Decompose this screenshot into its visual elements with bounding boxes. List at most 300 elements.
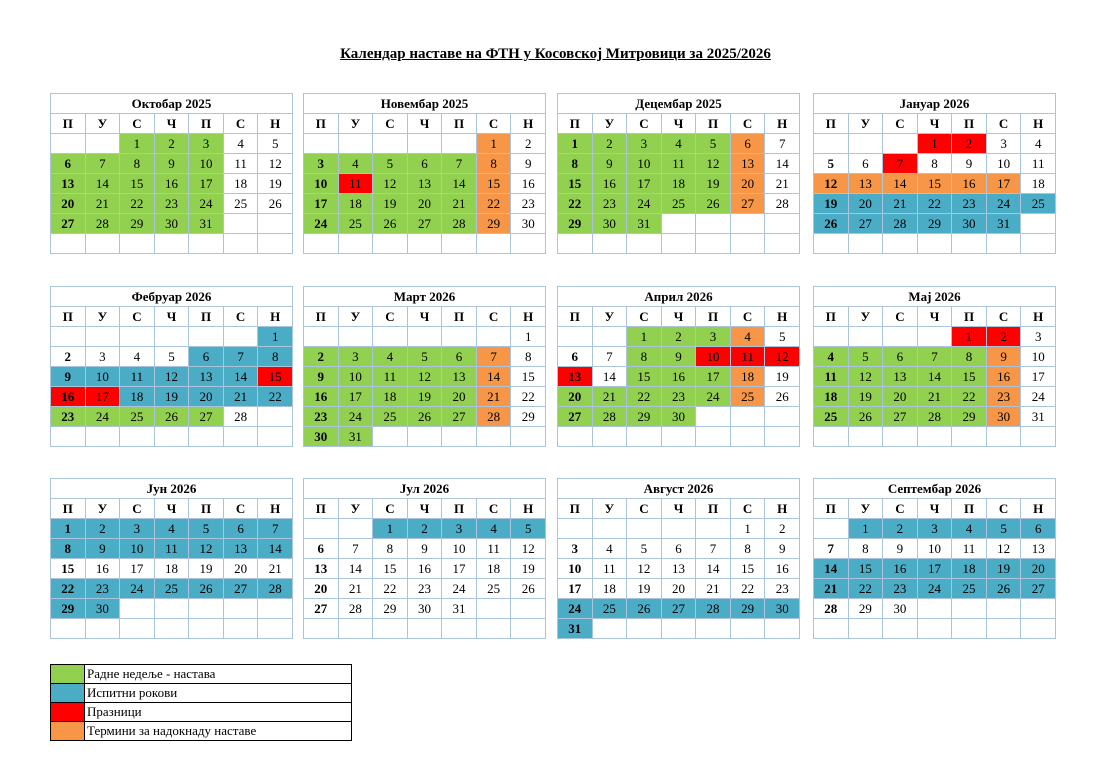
empty-cell bbox=[917, 599, 952, 619]
day-cell: 13 bbox=[558, 367, 593, 387]
day-cell: 22 bbox=[373, 579, 408, 599]
day-header: П bbox=[51, 307, 86, 327]
day-cell: 6 bbox=[730, 134, 765, 154]
day-cell: 31 bbox=[442, 599, 477, 619]
empty-cell bbox=[442, 134, 477, 154]
day-cell: 3 bbox=[627, 134, 662, 154]
day-cell: 1 bbox=[476, 134, 511, 154]
day-cell: 8 bbox=[373, 539, 408, 559]
empty-cell bbox=[407, 427, 442, 447]
day-cell: 7 bbox=[338, 539, 373, 559]
day-cell: 1 bbox=[51, 519, 86, 539]
empty-cell bbox=[154, 427, 189, 447]
day-cell: 27 bbox=[189, 407, 224, 427]
empty-cell bbox=[51, 234, 86, 254]
day-cell: 10 bbox=[558, 559, 593, 579]
day-cell: 5 bbox=[189, 519, 224, 539]
empty-cell bbox=[476, 619, 511, 639]
day-cell: 1 bbox=[258, 327, 293, 347]
day-cell: 11 bbox=[476, 539, 511, 559]
legend-row bbox=[51, 684, 352, 703]
empty-cell bbox=[51, 327, 86, 347]
day-cell: 8 bbox=[120, 154, 155, 174]
day-cell: 18 bbox=[814, 387, 849, 407]
day-cell: 12 bbox=[814, 174, 849, 194]
empty-cell bbox=[223, 427, 258, 447]
day-header: П bbox=[814, 307, 849, 327]
day-cell: 19 bbox=[258, 174, 293, 194]
empty-cell bbox=[373, 234, 408, 254]
day-header: С bbox=[373, 499, 408, 519]
day-cell: 18 bbox=[661, 174, 696, 194]
empty-cell bbox=[814, 234, 849, 254]
day-cell: 4 bbox=[223, 134, 258, 154]
day-cell: 20 bbox=[223, 559, 258, 579]
day-cell: 7 bbox=[258, 519, 293, 539]
day-cell: 11 bbox=[373, 367, 408, 387]
day-cell: 27 bbox=[848, 214, 883, 234]
empty-cell bbox=[696, 519, 731, 539]
empty-cell bbox=[407, 619, 442, 639]
day-header: П bbox=[696, 499, 731, 519]
empty-cell bbox=[848, 427, 883, 447]
day-cell: 9 bbox=[511, 154, 546, 174]
day-cell: 13 bbox=[304, 559, 339, 579]
day-cell: 27 bbox=[661, 599, 696, 619]
day-cell: 26 bbox=[189, 579, 224, 599]
empty-cell bbox=[338, 327, 373, 347]
day-cell: 28 bbox=[592, 407, 627, 427]
day-header: Ч bbox=[154, 499, 189, 519]
day-cell: 29 bbox=[51, 599, 86, 619]
month-name: Март 2026 bbox=[304, 287, 546, 307]
day-header: Н bbox=[258, 307, 293, 327]
empty-cell bbox=[765, 427, 800, 447]
day-cell: 13 bbox=[661, 559, 696, 579]
day-cell: 29 bbox=[730, 599, 765, 619]
day-cell: 18 bbox=[120, 387, 155, 407]
month-calendar bbox=[303, 478, 546, 639]
day-cell: 9 bbox=[407, 539, 442, 559]
day-header: Ч bbox=[661, 307, 696, 327]
day-cell: 20 bbox=[51, 194, 86, 214]
day-cell: 25 bbox=[952, 579, 987, 599]
empty-cell bbox=[917, 619, 952, 639]
day-header: С bbox=[373, 307, 408, 327]
day-cell: 23 bbox=[952, 194, 987, 214]
day-cell: 18 bbox=[730, 367, 765, 387]
empty-cell bbox=[661, 519, 696, 539]
month-name: Мај 2026 bbox=[814, 287, 1056, 307]
day-cell: 18 bbox=[592, 579, 627, 599]
empty-cell bbox=[661, 234, 696, 254]
empty-cell bbox=[304, 519, 339, 539]
day-cell: 6 bbox=[558, 347, 593, 367]
day-header: С bbox=[627, 307, 662, 327]
day-cell: 7 bbox=[883, 154, 918, 174]
day-cell: 9 bbox=[986, 347, 1021, 367]
day-cell: 28 bbox=[765, 194, 800, 214]
day-cell: 6 bbox=[661, 539, 696, 559]
empty-cell bbox=[304, 134, 339, 154]
day-cell: 22 bbox=[258, 387, 293, 407]
empty-cell bbox=[223, 619, 258, 639]
day-cell: 6 bbox=[304, 539, 339, 559]
day-cell: 17 bbox=[696, 367, 731, 387]
day-cell: 25 bbox=[661, 194, 696, 214]
day-header: П bbox=[304, 499, 339, 519]
day-cell: 26 bbox=[627, 599, 662, 619]
day-cell: 24 bbox=[442, 579, 477, 599]
empty-cell bbox=[696, 234, 731, 254]
day-cell: 4 bbox=[338, 154, 373, 174]
month-name: Септембар 2026 bbox=[814, 479, 1056, 499]
day-header: П bbox=[558, 114, 593, 134]
day-header: Н bbox=[765, 499, 800, 519]
day-cell: 19 bbox=[696, 174, 731, 194]
empty-cell bbox=[1021, 234, 1056, 254]
day-cell: 23 bbox=[765, 579, 800, 599]
day-cell: 16 bbox=[952, 174, 987, 194]
day-cell: 24 bbox=[1021, 387, 1056, 407]
legend-swatch bbox=[51, 684, 85, 703]
day-cell: 19 bbox=[986, 559, 1021, 579]
day-cell: 26 bbox=[848, 407, 883, 427]
day-cell: 13 bbox=[848, 174, 883, 194]
day-header: С bbox=[120, 307, 155, 327]
day-cell: 13 bbox=[189, 367, 224, 387]
empty-cell bbox=[154, 619, 189, 639]
empty-cell bbox=[338, 134, 373, 154]
day-cell: 19 bbox=[627, 579, 662, 599]
empty-cell bbox=[883, 427, 918, 447]
day-cell: 24 bbox=[85, 407, 120, 427]
day-cell: 5 bbox=[258, 134, 293, 154]
day-cell: 11 bbox=[730, 347, 765, 367]
day-cell: 22 bbox=[917, 194, 952, 214]
day-header: С bbox=[223, 307, 258, 327]
day-header: У bbox=[85, 307, 120, 327]
day-header: П bbox=[189, 307, 224, 327]
day-cell: 19 bbox=[814, 194, 849, 214]
day-header: Н bbox=[511, 499, 546, 519]
day-cell: 26 bbox=[696, 194, 731, 214]
day-cell: 4 bbox=[373, 347, 408, 367]
day-header: У bbox=[338, 307, 373, 327]
day-cell: 18 bbox=[223, 174, 258, 194]
day-cell: 25 bbox=[154, 579, 189, 599]
legend-label: Празници bbox=[85, 703, 352, 722]
day-cell: 30 bbox=[952, 214, 987, 234]
day-cell: 17 bbox=[442, 559, 477, 579]
day-cell: 20 bbox=[442, 387, 477, 407]
day-cell: 31 bbox=[338, 427, 373, 447]
day-cell: 29 bbox=[627, 407, 662, 427]
day-cell: 25 bbox=[338, 214, 373, 234]
day-cell: 12 bbox=[154, 367, 189, 387]
day-cell: 28 bbox=[883, 214, 918, 234]
day-cell: 3 bbox=[442, 519, 477, 539]
empty-cell bbox=[373, 427, 408, 447]
day-cell: 18 bbox=[952, 559, 987, 579]
day-cell: 24 bbox=[917, 579, 952, 599]
day-cell: 8 bbox=[730, 539, 765, 559]
day-cell: 22 bbox=[511, 387, 546, 407]
month-name: Новембар 2025 bbox=[304, 94, 546, 114]
day-cell: 5 bbox=[814, 154, 849, 174]
day-cell: 18 bbox=[373, 387, 408, 407]
day-cell: 15 bbox=[476, 174, 511, 194]
day-cell: 11 bbox=[952, 539, 987, 559]
day-cell: 5 bbox=[627, 539, 662, 559]
day-cell: 11 bbox=[223, 154, 258, 174]
day-cell: 22 bbox=[51, 579, 86, 599]
day-cell: 31 bbox=[558, 619, 593, 639]
empty-cell bbox=[258, 214, 293, 234]
day-cell: 7 bbox=[476, 347, 511, 367]
day-cell: 30 bbox=[304, 427, 339, 447]
day-cell: 26 bbox=[511, 579, 546, 599]
empty-cell bbox=[986, 234, 1021, 254]
day-cell: 7 bbox=[442, 154, 477, 174]
legend-label: Радне недеље - настава bbox=[85, 665, 352, 684]
day-cell: 8 bbox=[848, 539, 883, 559]
day-header: С bbox=[627, 114, 662, 134]
day-cell: 12 bbox=[765, 347, 800, 367]
day-cell: 24 bbox=[696, 387, 731, 407]
day-header: С bbox=[627, 499, 662, 519]
day-cell: 17 bbox=[917, 559, 952, 579]
month-calendar bbox=[303, 286, 546, 447]
day-cell: 21 bbox=[814, 579, 849, 599]
day-cell: 30 bbox=[85, 599, 120, 619]
day-cell: 22 bbox=[476, 194, 511, 214]
day-cell: 14 bbox=[223, 367, 258, 387]
day-cell: 23 bbox=[304, 407, 339, 427]
empty-cell bbox=[883, 327, 918, 347]
day-header: П bbox=[442, 499, 477, 519]
day-cell: 9 bbox=[154, 154, 189, 174]
day-header: С bbox=[120, 114, 155, 134]
day-cell: 16 bbox=[154, 174, 189, 194]
day-cell: 25 bbox=[373, 407, 408, 427]
day-cell: 18 bbox=[476, 559, 511, 579]
day-cell: 11 bbox=[814, 367, 849, 387]
day-cell: 25 bbox=[120, 407, 155, 427]
day-cell: 21 bbox=[883, 194, 918, 214]
day-cell: 1 bbox=[730, 519, 765, 539]
empty-cell bbox=[592, 427, 627, 447]
day-header: Ч bbox=[407, 499, 442, 519]
day-cell: 24 bbox=[304, 214, 339, 234]
day-cell: 24 bbox=[338, 407, 373, 427]
day-cell: 19 bbox=[407, 387, 442, 407]
day-header: Ч bbox=[407, 114, 442, 134]
month-calendar bbox=[813, 478, 1056, 639]
day-cell: 15 bbox=[917, 174, 952, 194]
month-calendar bbox=[813, 286, 1056, 447]
day-cell: 11 bbox=[154, 539, 189, 559]
day-header: П bbox=[442, 114, 477, 134]
day-cell: 19 bbox=[189, 559, 224, 579]
day-cell: 16 bbox=[511, 174, 546, 194]
day-cell: 21 bbox=[765, 174, 800, 194]
day-header: С bbox=[476, 499, 511, 519]
day-cell: 6 bbox=[1021, 519, 1056, 539]
day-cell: 23 bbox=[511, 194, 546, 214]
day-cell: 23 bbox=[51, 407, 86, 427]
day-cell: 9 bbox=[592, 154, 627, 174]
day-cell: 16 bbox=[592, 174, 627, 194]
day-cell: 1 bbox=[120, 134, 155, 154]
day-header: П bbox=[442, 307, 477, 327]
day-header: П bbox=[189, 499, 224, 519]
day-header: Ч bbox=[917, 114, 952, 134]
day-cell: 15 bbox=[952, 367, 987, 387]
month-calendar bbox=[50, 286, 293, 447]
empty-cell bbox=[442, 327, 477, 347]
day-cell: 1 bbox=[373, 519, 408, 539]
empty-cell bbox=[258, 619, 293, 639]
empty-cell bbox=[154, 327, 189, 347]
day-cell: 10 bbox=[442, 539, 477, 559]
empty-cell bbox=[373, 619, 408, 639]
empty-cell bbox=[476, 327, 511, 347]
day-cell: 28 bbox=[696, 599, 731, 619]
day-cell: 23 bbox=[883, 579, 918, 599]
legend-swatch bbox=[51, 665, 85, 684]
empty-cell bbox=[592, 519, 627, 539]
day-cell: 24 bbox=[120, 579, 155, 599]
day-cell: 11 bbox=[592, 559, 627, 579]
empty-cell bbox=[986, 619, 1021, 639]
day-header: Н bbox=[511, 307, 546, 327]
day-header: С bbox=[730, 307, 765, 327]
day-cell: 22 bbox=[848, 579, 883, 599]
day-cell: 1 bbox=[627, 327, 662, 347]
empty-cell bbox=[730, 619, 765, 639]
empty-cell bbox=[848, 234, 883, 254]
empty-cell bbox=[1021, 619, 1056, 639]
day-cell: 14 bbox=[258, 539, 293, 559]
empty-cell bbox=[373, 327, 408, 347]
day-cell: 20 bbox=[304, 579, 339, 599]
empty-cell bbox=[730, 427, 765, 447]
day-cell: 14 bbox=[476, 367, 511, 387]
day-cell: 23 bbox=[154, 194, 189, 214]
day-cell: 5 bbox=[511, 519, 546, 539]
day-cell: 20 bbox=[189, 387, 224, 407]
day-cell: 13 bbox=[442, 367, 477, 387]
empty-cell bbox=[765, 619, 800, 639]
empty-cell bbox=[476, 427, 511, 447]
day-cell: 26 bbox=[765, 387, 800, 407]
day-header: С bbox=[223, 499, 258, 519]
day-cell: 29 bbox=[511, 407, 546, 427]
day-header: Ч bbox=[154, 307, 189, 327]
empty-cell bbox=[1021, 214, 1056, 234]
day-header: П bbox=[814, 114, 849, 134]
empty-cell bbox=[558, 519, 593, 539]
day-header: П bbox=[304, 307, 339, 327]
empty-cell bbox=[304, 619, 339, 639]
day-cell: 26 bbox=[407, 407, 442, 427]
day-header: П bbox=[51, 114, 86, 134]
day-cell: 17 bbox=[1021, 367, 1056, 387]
empty-cell bbox=[51, 619, 86, 639]
empty-cell bbox=[848, 134, 883, 154]
day-cell: 13 bbox=[51, 174, 86, 194]
empty-cell bbox=[258, 599, 293, 619]
day-cell: 17 bbox=[85, 387, 120, 407]
day-cell: 31 bbox=[986, 214, 1021, 234]
day-cell: 2 bbox=[592, 134, 627, 154]
day-cell: 12 bbox=[258, 154, 293, 174]
day-cell: 24 bbox=[558, 599, 593, 619]
day-cell: 30 bbox=[154, 214, 189, 234]
empty-cell bbox=[338, 619, 373, 639]
day-cell: 9 bbox=[765, 539, 800, 559]
day-cell: 17 bbox=[304, 194, 339, 214]
day-cell: 16 bbox=[883, 559, 918, 579]
day-cell: 3 bbox=[696, 327, 731, 347]
day-cell: 5 bbox=[848, 347, 883, 367]
day-cell: 17 bbox=[120, 559, 155, 579]
day-cell: 30 bbox=[511, 214, 546, 234]
day-cell: 2 bbox=[407, 519, 442, 539]
empty-cell bbox=[627, 519, 662, 539]
day-cell: 12 bbox=[848, 367, 883, 387]
empty-cell bbox=[661, 427, 696, 447]
day-cell: 5 bbox=[407, 347, 442, 367]
empty-cell bbox=[558, 427, 593, 447]
day-header: С bbox=[986, 307, 1021, 327]
day-cell: 12 bbox=[627, 559, 662, 579]
day-cell: 13 bbox=[730, 154, 765, 174]
day-cell: 19 bbox=[154, 387, 189, 407]
day-cell: 3 bbox=[558, 539, 593, 559]
day-cell: 10 bbox=[85, 367, 120, 387]
month-calendar bbox=[557, 478, 800, 639]
day-cell: 1 bbox=[917, 134, 952, 154]
day-cell: 13 bbox=[223, 539, 258, 559]
empty-cell bbox=[373, 134, 408, 154]
day-cell: 5 bbox=[696, 134, 731, 154]
empty-cell bbox=[765, 214, 800, 234]
empty-cell bbox=[883, 234, 918, 254]
day-cell: 26 bbox=[986, 579, 1021, 599]
empty-cell bbox=[696, 619, 731, 639]
day-cell: 21 bbox=[917, 387, 952, 407]
day-cell: 15 bbox=[627, 367, 662, 387]
day-header: С bbox=[883, 114, 918, 134]
empty-cell bbox=[765, 407, 800, 427]
day-cell: 4 bbox=[476, 519, 511, 539]
empty-cell bbox=[407, 234, 442, 254]
day-cell: 29 bbox=[917, 214, 952, 234]
day-cell: 22 bbox=[952, 387, 987, 407]
day-cell: 14 bbox=[696, 559, 731, 579]
day-cell: 5 bbox=[986, 519, 1021, 539]
day-cell: 9 bbox=[85, 539, 120, 559]
month-name: Фебруар 2026 bbox=[51, 287, 293, 307]
day-cell: 19 bbox=[848, 387, 883, 407]
day-cell: 17 bbox=[189, 174, 224, 194]
empty-cell bbox=[223, 327, 258, 347]
empty-cell bbox=[442, 234, 477, 254]
day-cell: 4 bbox=[120, 347, 155, 367]
day-cell: 21 bbox=[258, 559, 293, 579]
